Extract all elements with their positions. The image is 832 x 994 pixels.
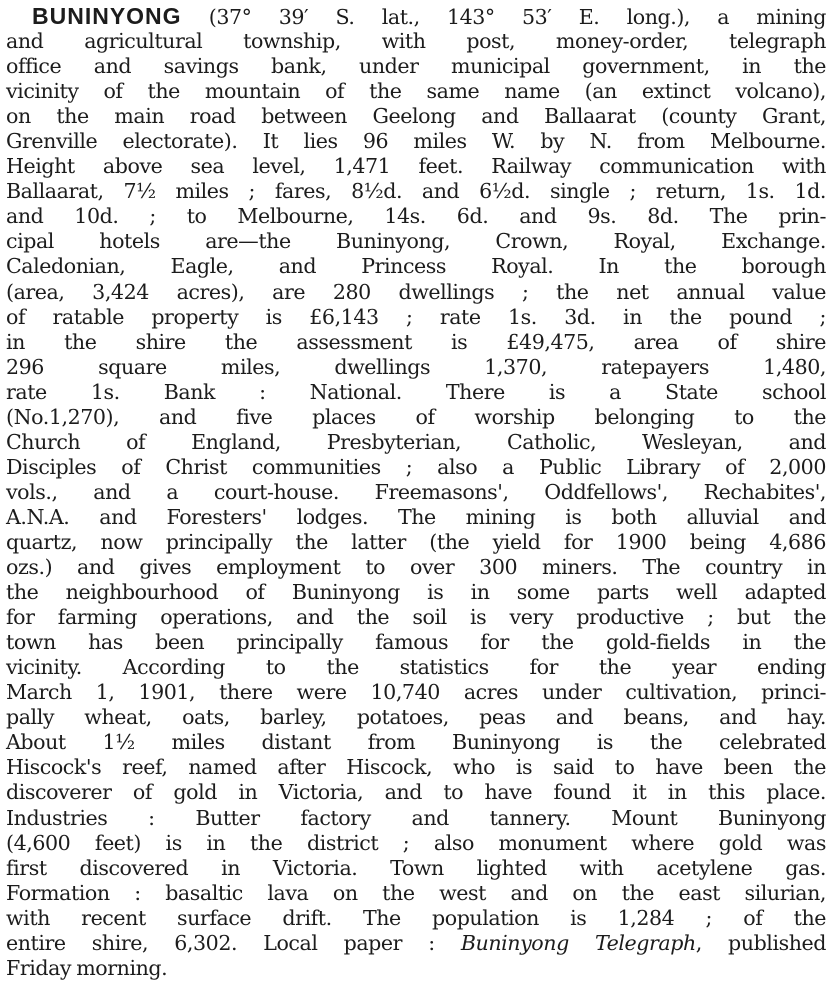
entry-line (6, 280, 826, 305)
entry-text-segment: (No.1,270), and five places of worship belonging to the (6, 404, 826, 429)
entry-text-segment: A.N.A. and Foresters' lodges. The mining is both alluvial and (6, 504, 826, 529)
entry-text-segment: Formation : basaltic lava on the west and on the east silurian, (6, 880, 826, 905)
entry-line (6, 154, 826, 179)
entry-text-segment: Hiscock's reef, named after Hiscock, who is said to have been the (6, 755, 826, 780)
entry-line (6, 305, 826, 330)
entry-text-segment: in the shire the assessment is £49,475, area of shire (6, 329, 826, 354)
entry-line (6, 179, 826, 204)
entry-text-segment: Church of England, Presbyterian, Catholic, Wesleyan, and (6, 429, 826, 454)
entry-line (6, 4, 826, 29)
entry-line (6, 204, 826, 229)
entry-text-segment: town has been principally famous for the gold-fields in the (6, 630, 826, 655)
entry-text-segment: , published (695, 930, 826, 955)
entry-line (6, 455, 826, 480)
entry-line (6, 605, 826, 630)
newspaper-title: Buninyong Telegraph (460, 930, 696, 955)
entry-text-segment: March 1, 1901, there were 10,740 acres under cultivation, princi- (6, 680, 826, 705)
entry-line (6, 430, 826, 455)
entry-text-segment: on the main road between Geelong and Ballaarat (county Grant, (6, 104, 826, 129)
entry-line (6, 54, 826, 79)
entry-text-segment: Disciples of Christ communities ; also a Public Library of 2,000 (6, 454, 826, 479)
entry-line (6, 780, 826, 805)
entry-line (6, 705, 826, 730)
entry-text-segment: Height above sea level, 1,471 feet. Railway communication with (6, 154, 826, 179)
entry-text-segment: cipal hotels are—the Buninyong, Crown, Royal, Exchange. (6, 229, 826, 254)
entry-line (6, 229, 826, 254)
entry-text-segment: Friday morning. (6, 955, 168, 980)
entry-line (6, 956, 826, 981)
entry-text-segment: and agricultural township, with post, money-order, telegraph (6, 29, 826, 54)
entry-text-segment: vicinity. According to the statistics for the year ending (6, 655, 826, 680)
entry-text-segment: vols., and a court-house. Freemasons', Oddfellows', Rechabites', (6, 479, 826, 504)
entry-text-segment: Ballaarat, 7½ miles ; fares, 8½d. and 6½d. single ; return, 1s. 1d. (6, 179, 826, 204)
entry-line (6, 806, 826, 831)
entry-text-segment: Industries : Butter factory and tannery. Mount Buninyong (6, 805, 826, 830)
entry-line (6, 580, 826, 605)
entry-line (6, 730, 826, 755)
entry-line (6, 931, 826, 956)
entry-line (6, 129, 826, 154)
entry-line (6, 104, 826, 129)
entry-text-segment: of ratable property is £6,143 ; rate 1s. 3d. in the pound ; (6, 304, 826, 329)
entry-text-segment: discoverer of gold in Victoria, and to have found it in this place. (6, 780, 826, 805)
entry-text-segment: first discovered in Victoria. Town lighted with acetylene gas. (6, 855, 826, 880)
entry-text-segment: (area, 3,424 acres), are 280 dwellings ; the net annual value (6, 279, 826, 304)
entry-line (6, 555, 826, 580)
entry-line (6, 254, 826, 279)
entry-line (6, 530, 826, 555)
entry-line (6, 480, 826, 505)
entry-line (6, 505, 826, 530)
entry-text-segment: Grenville electorate). It lies 96 miles W. by N. from Melbourne. (6, 129, 826, 154)
entry-headword: BUNINYONG (32, 3, 182, 29)
entry-line (6, 755, 826, 780)
entry-text-segment: office and savings bank, under municipal government, in the (6, 54, 826, 79)
entry-text-segment: for farming operations, and the soil is very productive ; but the (6, 605, 826, 630)
entry-text-segment: rate 1s. Bank : National. There is a State school (6, 379, 826, 404)
entry-line (6, 655, 826, 680)
entry-text-segment: ozs.) and gives employment to over 300 miners. The country in (6, 555, 826, 580)
entry-text-segment: pally wheat, oats, barley, potatoes, peas and beans, and hay. (6, 705, 826, 730)
entry-text-segment: (37° 39′ S. lat., 143° 53′ E. long.), a mining (208, 5, 827, 29)
entry-line (6, 881, 826, 906)
entry-text-segment: 296 square miles, dwellings 1,370, ratepayers 1,480, (6, 354, 826, 379)
entry-line (6, 29, 826, 54)
entry-line (6, 380, 826, 405)
entry-text-segment: vicinity of the mountain of the same name (an extinct volcano), (6, 79, 826, 104)
entry-line (6, 906, 826, 931)
entry-text-segment: entire shire, 6,302. Local paper : (6, 930, 461, 955)
entry-text-segment: the neighbourhood of Buninyong is in some parts well adapted (6, 580, 826, 605)
entry-text-segment: About 1½ miles distant from Buninyong is the celebrated (6, 730, 826, 755)
entry-text-segment: with recent surface drift. The population is 1,284 ; of the (6, 905, 826, 930)
entry-text (6, 4, 826, 981)
entry-line (6, 680, 826, 705)
entry-line (6, 355, 826, 380)
entry-line (6, 831, 826, 856)
entry-line (6, 405, 826, 430)
entry-line (6, 856, 826, 881)
entry-text-segment: and 10d. ; to Melbourne, 14s. 6d. and 9s. 8d. The prin- (6, 204, 826, 229)
entry-line (6, 79, 826, 104)
entry-line (6, 330, 826, 355)
entry-text-segment: (4,600 feet) is in the district ; also monument where gold was (6, 830, 826, 855)
entry-text-segment: quartz, now principally the latter (the yield for 1900 being 4,686 (6, 529, 826, 554)
entry-line (6, 630, 826, 655)
entry-text-segment: Caledonian, Eagle, and Princess Royal. In the borough (6, 254, 826, 279)
